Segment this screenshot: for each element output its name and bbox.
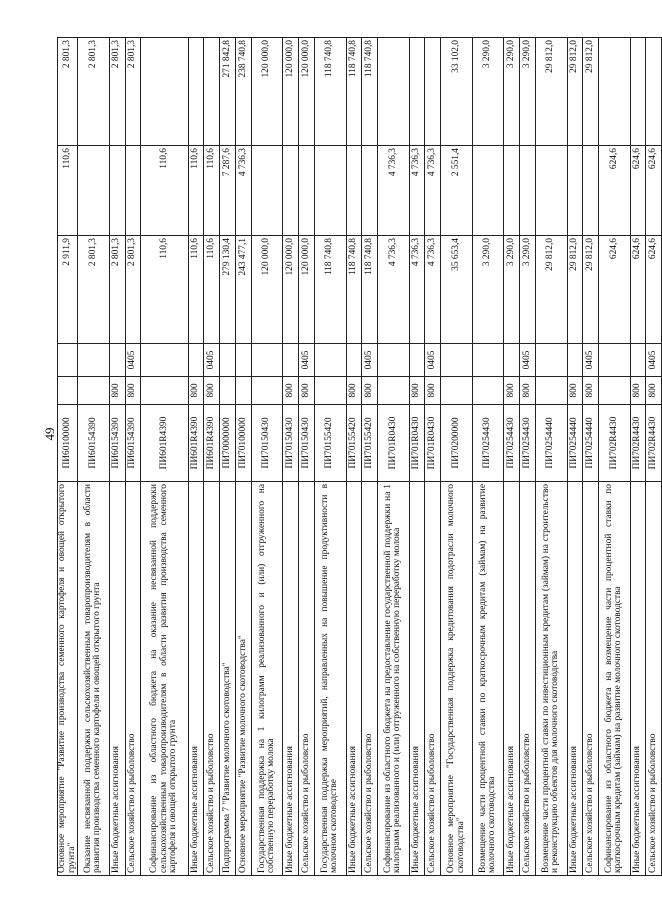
row-amount-regional-cell: 2 801,3 [58,38,78,146]
row-amount-federal-cell [520,146,536,236]
row-amount-regional-cell: 2 801,3 [78,38,110,146]
row-name-cell: Сельское хозяйство и рыболовство [646,482,662,876]
row-code-cell: ПИ70155420 [314,405,346,482]
row-group-cell: 800 [362,377,378,405]
table-row [220,38,236,876]
row-amount-regional-cell: 238 740,8 [236,38,252,146]
row-section-cell [78,344,110,377]
row-group-cell: 800 [409,377,425,405]
row-code-cell: ПИ601R4390 [141,405,188,482]
row-amount-total-cell: 3 290,0 [504,236,520,344]
table-row [58,38,78,876]
table-row [362,38,378,876]
row-name-cell: Иные бюджетные ассигнования [409,482,425,876]
row-name-cell: Иные бюджетные ассигнования [283,482,299,876]
row-amount-regional-cell [425,38,441,146]
row-amount-total-cell: 2 801,3 [78,236,110,344]
row-amount-federal-cell: 624,6 [599,146,631,236]
table-row [125,38,141,876]
row-section-cell: 0405 [583,344,599,377]
row-amount-federal-cell [299,146,315,236]
row-amount-federal-cell [504,146,520,236]
row-group-cell [236,377,252,405]
table-row [583,38,599,876]
row-group-cell: 800 [567,377,583,405]
row-section-cell [567,344,583,377]
row-amount-federal-cell [583,146,599,236]
row-amount-federal-cell [251,146,283,236]
table-row [425,38,441,876]
row-code-cell: ПИ70150430 [251,405,283,482]
row-amount-federal-cell: 7 287,6 [220,146,236,236]
row-amount-regional-cell: 3 290,0 [504,38,520,146]
row-amount-federal-cell [472,146,504,236]
row-code-cell: ПИ70254430 [520,405,536,482]
table-row [646,38,662,876]
row-amount-regional-cell [141,38,188,146]
row-group-cell: 800 [425,377,441,405]
row-amount-federal-cell: 4 736,3 [409,146,425,236]
table-row [535,38,567,876]
row-code-cell: ПИ70000000 [220,405,236,482]
row-amount-federal-cell: 4 736,3 [236,146,252,236]
row-code-cell: ПИ70254440 [583,405,599,482]
row-amount-total-cell: 118 740,8 [362,236,378,344]
row-group-cell [314,377,346,405]
row-code-cell: ПИ70254430 [504,405,520,482]
row-amount-regional-cell [409,38,425,146]
row-amount-regional-cell: 120 000,0 [283,38,299,146]
row-amount-federal-cell: 110,6 [188,146,204,236]
row-amount-federal-cell: 4 736,3 [378,146,410,236]
row-group-cell: 800 [188,377,204,405]
row-name-cell: Иные бюджетные ассигнования [188,482,204,876]
row-section-cell: 0405 [646,344,662,377]
row-amount-federal-cell [362,146,378,236]
row-name-cell: Софинансирование из областного бюджета на возмещение части процентной ставки по краткосрочным кредитам (займам) на развитие молочного скотоводства [599,482,631,876]
row-code-cell: ПИ601R4390 [204,405,220,482]
row-amount-total-cell: 118 740,8 [314,236,346,344]
row-amount-total-cell: 118 740,8 [346,236,362,344]
row-code-cell: ПИ702R4430 [630,405,646,482]
row-amount-regional-cell [630,38,646,146]
row-amount-total-cell: 29 812,0 [583,236,599,344]
row-amount-regional-cell: 118 740,8 [362,38,378,146]
row-section-cell [109,344,125,377]
row-section-cell [409,344,425,377]
row-name-cell: Сельское хозяйство и рыболовство [125,482,141,876]
row-section-cell [220,344,236,377]
row-code-cell: ПИ70254430 [472,405,504,482]
row-amount-total-cell: 120 000,0 [283,236,299,344]
row-code-cell: ПИ701R0430 [378,405,410,482]
row-name-cell: Возмещение части процентной ставки по краткосрочным кредитам (займам) на развитие молочного скотоводства [472,482,504,876]
row-group-cell: 800 [504,377,520,405]
row-amount-total-cell: 120 000,0 [251,236,283,344]
row-code-cell: ПИ70155420 [362,405,378,482]
row-name-cell: Государственная поддержка мероприятий, направленных на повышение продуктивности в молочном скотоводстве [314,482,346,876]
row-section-cell [378,344,410,377]
row-amount-federal-cell [346,146,362,236]
row-group-cell [472,377,504,405]
row-amount-total-cell: 624,6 [630,236,646,344]
row-group-cell [141,377,188,405]
row-section-cell [346,344,362,377]
table-row [630,38,646,876]
row-amount-total-cell: 110,6 [141,236,188,344]
row-amount-total-cell: 624,6 [646,236,662,344]
row-code-cell: ПИ601R4390 [188,405,204,482]
table-row [141,38,188,876]
row-amount-total-cell: 110,6 [188,236,204,344]
row-code-cell: ПИ702R4430 [646,405,662,482]
row-name-cell: Иные бюджетные ассигнования [109,482,125,876]
row-name-cell: Софинансирование из областного бюджета на предоставление государственной поддержки на 1 килограмм реализованного и (или) отгруженного на собственную переработку молока [378,482,410,876]
row-group-cell [220,377,236,405]
row-code-cell: ПИ70254440 [535,405,567,482]
row-group-cell [599,377,631,405]
row-code-cell: ПИ60154390 [109,405,125,482]
row-group-cell: 800 [630,377,646,405]
row-code-cell: ПИ70100000 [236,405,252,482]
row-amount-federal-cell [283,146,299,236]
row-section-cell [504,344,520,377]
row-group-cell: 800 [204,377,220,405]
row-group-cell: 800 [299,377,315,405]
row-amount-regional-cell: 29 812,0 [583,38,599,146]
row-code-cell: ПИ60154390 [125,405,141,482]
row-amount-total-cell: 110,6 [204,236,220,344]
row-group-cell [78,377,110,405]
row-section-cell [58,344,78,377]
table-row [504,38,520,876]
row-code-cell: ПИ70150430 [283,405,299,482]
table-row [409,38,425,876]
row-name-cell: Подпрограмма 7 "Развитие молочного скотоводства" [220,482,236,876]
page-number: 49 [42,427,57,441]
table-row [472,38,504,876]
row-amount-total-cell: 279 130,4 [220,236,236,344]
row-section-cell [441,344,473,377]
row-amount-regional-cell: 120 000,0 [251,38,283,146]
row-name-cell: Иные бюджетные ассигнования [346,482,362,876]
row-amount-regional-cell [646,38,662,146]
row-amount-federal-cell: 110,6 [204,146,220,236]
table-row [520,38,536,876]
row-amount-regional-cell: 118 740,8 [314,38,346,146]
row-name-cell: Иные бюджетные ассигнования [504,482,520,876]
table-row [378,38,410,876]
row-amount-regional-cell: 29 812,0 [567,38,583,146]
row-group-cell: 800 [109,377,125,405]
row-code-cell: ПИ60100000 [58,405,78,482]
row-section-cell: 0405 [520,344,536,377]
row-amount-total-cell: 3 290,0 [472,236,504,344]
row-code-cell: ПИ70150430 [299,405,315,482]
row-amount-regional-cell [188,38,204,146]
row-amount-total-cell: 2 801,3 [109,236,125,344]
row-name-cell: Сельское хозяйство и рыболовство [520,482,536,876]
row-amount-regional-cell: 3 290,0 [520,38,536,146]
row-section-cell [314,344,346,377]
row-amount-federal-cell: 110,6 [141,146,188,236]
row-amount-regional-cell: 271 842,8 [220,38,236,146]
table-row [204,38,220,876]
row-group-cell: 800 [520,377,536,405]
row-amount-total-cell: 4 736,3 [409,236,425,344]
row-name-cell: Сельское хозяйство и рыболовство [425,482,441,876]
row-amount-federal-cell [535,146,567,236]
row-amount-federal-cell [109,146,125,236]
row-code-cell: ПИ70254440 [567,405,583,482]
row-amount-total-cell: 4 736,3 [425,236,441,344]
row-section-cell [599,344,631,377]
row-amount-regional-cell: 120 000,0 [299,38,315,146]
row-name-cell: Основное мероприятие "Государственная поддержка кредитования подотрасли молочного скотоводства" [441,482,473,876]
row-amount-total-cell: 3 290,0 [520,236,536,344]
row-section-cell [251,344,283,377]
row-amount-federal-cell [567,146,583,236]
row-section-cell [535,344,567,377]
row-section-cell [283,344,299,377]
row-group-cell [535,377,567,405]
row-amount-total-cell: 2 801,3 [125,236,141,344]
row-amount-federal-cell: 110,6 [58,146,78,236]
row-amount-federal-cell: 624,6 [646,146,662,236]
row-group-cell: 800 [646,377,662,405]
table-row [283,38,299,876]
table-body [58,38,662,876]
row-amount-federal-cell [314,146,346,236]
row-name-cell: Основное мероприятие "Развитие молочного скотоводства" [236,482,252,876]
row-amount-regional-cell: 2 801,3 [125,38,141,146]
row-name-cell: Софинансирование из областного бюджета на оказание несвязанной поддержки сельскохозяйственным товаропроизводителям в области развития производства семенного картофеля и овощей открытого грунта [141,482,188,876]
row-code-cell: ПИ702R4430 [599,405,631,482]
row-amount-regional-cell [378,38,410,146]
budget-table [57,37,662,876]
row-group-cell [378,377,410,405]
row-amount-regional-cell: 33 102,0 [441,38,473,146]
row-group-cell: 800 [283,377,299,405]
row-amount-regional-cell: 2 801,3 [109,38,125,146]
row-amount-total-cell: 120 000,0 [299,236,315,344]
row-amount-regional-cell [204,38,220,146]
row-group-cell: 800 [346,377,362,405]
row-section-cell [141,344,188,377]
row-section-cell [236,344,252,377]
row-name-cell: Оказание несвязанной поддержки сельскохозяйственным товаропроизводителям в области развития производства семенного картофеля и овощей открытого грунта [78,482,110,876]
row-group-cell [251,377,283,405]
row-section-cell: 0405 [125,344,141,377]
row-section-cell: 0405 [299,344,315,377]
row-code-cell: ПИ70155420 [346,405,362,482]
table-row [567,38,583,876]
row-amount-regional-cell: 29 812,0 [535,38,567,146]
row-code-cell: ПИ701R0430 [409,405,425,482]
table-row [109,38,125,876]
row-section-cell [630,344,646,377]
table-row [299,38,315,876]
table-row [441,38,473,876]
row-group-cell: 800 [583,377,599,405]
row-name-cell: Государственная поддержка на 1 килограмм реализованного и (или) отгруженного на собственную переработку молока [251,482,283,876]
rotated-table-container [57,38,657,876]
row-amount-total-cell: 29 812,0 [535,236,567,344]
row-amount-regional-cell: 3 290,0 [472,38,504,146]
row-section-cell: 0405 [204,344,220,377]
row-group-cell [58,377,78,405]
row-name-cell: Возмещение части процентной ставки по инвестиционным кредитам (займам) на строительство и реконструкцию объектов для молочного скотоводства [535,482,567,876]
row-amount-total-cell: 4 736,3 [378,236,410,344]
row-amount-federal-cell [125,146,141,236]
row-group-cell: 800 [125,377,141,405]
row-code-cell: ПИ701R0430 [425,405,441,482]
row-amount-total-cell: 624,6 [599,236,631,344]
row-section-cell [188,344,204,377]
table-row [599,38,631,876]
row-name-cell: Иные бюджетные ассигнования [630,482,646,876]
row-amount-total-cell: 2 911,9 [58,236,78,344]
row-section-cell: 0405 [362,344,378,377]
row-code-cell: ПИ60154390 [78,405,110,482]
row-code-cell: ПИ70200000 [441,405,473,482]
row-name-cell: Сельское хозяйство и рыболовство [583,482,599,876]
row-amount-total-cell: 243 477,1 [236,236,252,344]
row-amount-regional-cell: 118 740,8 [346,38,362,146]
row-amount-total-cell: 29 812,0 [567,236,583,344]
row-name-cell: Сельское хозяйство и рыболовство [362,482,378,876]
row-amount-federal-cell: 2 551,4 [441,146,473,236]
row-group-cell [441,377,473,405]
row-amount-federal-cell: 4 736,3 [425,146,441,236]
table-row [236,38,252,876]
row-amount-total-cell: 35 653,4 [441,236,473,344]
row-name-cell: Сельское хозяйство и рыболовство [299,482,315,876]
row-amount-regional-cell [599,38,631,146]
row-name-cell: Иные бюджетные ассигнования [567,482,583,876]
row-amount-federal-cell [78,146,110,236]
row-name-cell: Сельское хозяйство и рыболовство [204,482,220,876]
table-row [314,38,346,876]
row-section-cell: 0405 [425,344,441,377]
row-section-cell [472,344,504,377]
row-name-cell: Основное мероприятие "Развитие производства семенного картофеля и овощей открытого грунта" [58,482,78,876]
table-row [78,38,110,876]
table-row [188,38,204,876]
table-row [346,38,362,876]
table-row [251,38,283,876]
row-amount-federal-cell: 624,6 [630,146,646,236]
